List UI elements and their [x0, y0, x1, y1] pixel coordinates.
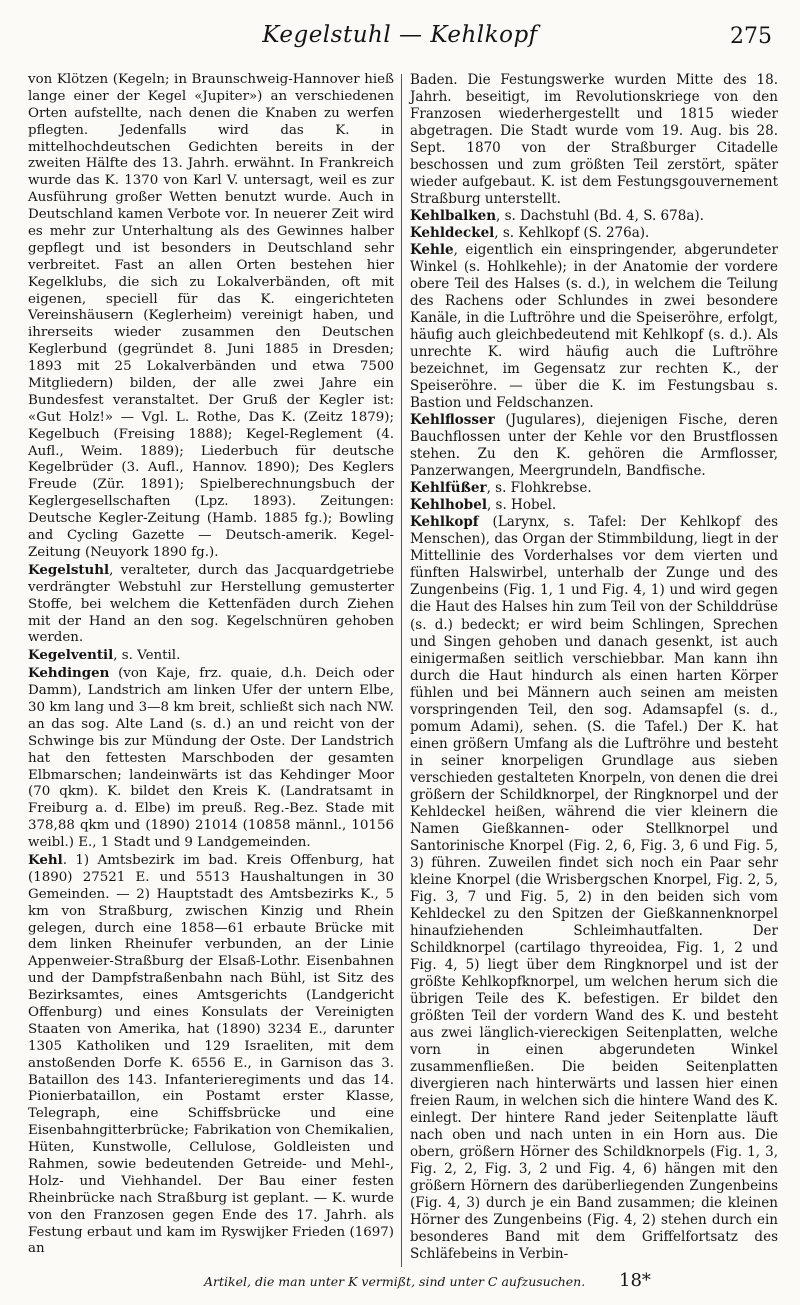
entry-headword: Kehldeckel — [410, 225, 495, 242]
entry-headword: Kehl — [28, 851, 63, 868]
entry-kehdingen — [28, 665, 394, 852]
entry-headword: Kehlflosser — [410, 412, 495, 429]
entry-headword: Kehle — [410, 242, 454, 259]
entry-kegelventil — [28, 647, 394, 665]
entry-kehl — [28, 852, 394, 1258]
page-header — [0, 22, 800, 62]
entry-text: von Klötzen (Kegeln; in Braunschweig-Hannover hieß lange einer der Kegel «Jupiter») an verschiedenen Orten aufstellte, nach denen die Knaben zu werfen pflegten. Jedenfalls wird das K. in mittelhochdeutschen Gedichten bereits in der zweiten Hälfte des 13. Jahrh. erwähnt. In Frankreich wurde das K. 1370 von Karl V. untersagt, weil es zur Ausführung großer Wetten benutzt wurde. Auch in Deutschland kamen Verbote vor. In neuerer Zeit wird es mehr zur Unterhaltung als des Gewinnes halber gepflegt und ist besonders in Deutschland sehr verbreitet. Fast an allen Orten bestehen hier Kegelklubs, die sich zu Lokalverbänden, oft mit eigenen, speciell für das K. eingerichteten Vereinshäusern (Keglerheim) vereinigt haben, und ihrerseits wieder zusammen den Deutschen Keglerbund (gegründet 8. Juni 1885 in Dresden; 1893 mit 25 Lokalverbänden und etwa 7500 Mitgliedern) bilden, der alle zwei Jahre ein Bundesfest veranstaltet. Der Gruß der Kegler ist: «Gut Holz!» — Vgl. L. Rothe, Das K. (Zeitz 1879); Kegelbuch (Freising 1888); Kegel-Reglement (4. Aufl., Weim. 1889); Liederbuch für deutsche Kegelbrüder (3. Aufl., Hannov. 1890); Des Keglers Freude (Zür. 1891); Spielberechnungsbuch der Keglergesellschaften (Lpz. 1893). Zeitungen: Deutsche Kegler-Zeitung (Hamb. 1885 fg.); Bowling and Cycling Gazette — Deutsch-amerik. Kegel-Zeitung (Neuyork 1890 fg.). — [28, 72, 394, 560]
entry-text: Baden. Die Festungswerke wurden Mitte des 18. Jahrh. beseitigt, im Revolutionskriege von den Franzosen wiederhergestellt und 1815 wieder abgetragen. Die Stadt wurde vom 19. Aug. bis 28. Sept. 1870 von der Straßburger Citadelle beschossen und zum größten Teil zerstört, später wieder aufgebaut. K. ist dem Festungsgouvernement Straßburg unterstellt. — [410, 72, 778, 208]
entry-headword: Kegelventil — [28, 647, 114, 664]
entry-continuation — [410, 72, 778, 208]
entry-kehle — [410, 242, 778, 412]
page-footer — [0, 1270, 800, 1292]
entry-text: , s. Flohkrebse. — [486, 480, 592, 497]
entry-text: , veralteter, durch das Jacquardgetriebe verdrängter Webstuhl zur Herstellung gemusterter Stoffe, bei welchem die Kettenfäden durch Ziehen mit der Hand an den sog. Kegelschnüren gehoben werden. — [28, 562, 394, 646]
right-column — [410, 72, 778, 1263]
entry-kehldeckel — [410, 225, 778, 242]
left-column — [28, 72, 394, 1258]
entry-headword: Kehlhobel — [410, 497, 487, 514]
entry-headword: Kehlfüßer — [410, 480, 487, 497]
entry-kehlbalken — [410, 208, 778, 225]
entry-headword: Kehlkopf — [410, 514, 479, 531]
entry-continuation — [28, 72, 394, 562]
entry-text: , eigentlich ein einspringender, abgerundeter Winkel (s. Hohlkehle); in der Anatomie der vordere obere Teil des Halses (s. d.), in welchem die Teilung des Rachens oder Schlundes in zwei besondere Kanäle, in die Luftröhre und die Speiseröhre, erfolgt, häufig auch gleichbedeutend mit Kehlkopf (s. d.). Als unrechte K. wird häufig auch die Luftröhre bezeichnet, im Gegensatz zur rechten K., der Speiseröhre. — über die K. im Festungsbau s. Bastion und Feldschanzen. — [410, 242, 778, 412]
entry-headword: Kehdingen — [28, 665, 110, 682]
footer-note: Artikel, die man unter K vermißt, sind unter C aufzusuchen. — [204, 1274, 586, 1289]
entry-headword: Kehlbalken — [410, 208, 497, 225]
column-divider — [401, 74, 402, 1267]
entry-kehlhobel — [410, 497, 778, 514]
printer-signature: 18* — [619, 1270, 651, 1291]
entry-headword: Kegelstuhl — [28, 561, 110, 578]
entry-text: , s. Kehlkopf (S. 276a). — [494, 225, 650, 242]
entry-text: (von Kaje, frz. quaie, d.h. Deich oder Damm), Landstrich am linken Ufer der untern Elbe, 30 km lang und 3—8 km breit, schließt sich nach NW. an das sog. Alte Land (s. d.) an und reicht von der Schwinge bis zur Mündung der Oste. Der Landstrich hat den fettesten Marschboden der gesamten Elbmarschen; landeinwärts ist das Kehdinger Moor (70 qkm). K. bildet den Kreis K. (Landratsamt in Freiburg a. d. Elbe) im preuß. Reg.-Bez. Stade mit 378,88 qkm und (1890) 21014 (10858 männl., 10156 weibl.) E., 1 Stadt und 9 Landgemeinden. — [28, 666, 394, 851]
entry-kehlfuesser — [410, 480, 778, 497]
entry-kegelstuhl — [28, 562, 394, 647]
entry-kehlflosser — [410, 412, 778, 480]
entry-kehlkopf — [410, 514, 778, 1263]
entry-text: (Larynx, s. Tafel: Der Kehlkopf des Menschen), das Organ der Stimmbildung, liegt in der Mittellinie des Vorderhalses vor dem vierten und fünften Halswirbel, unterhalb der Zunge und des Zungenbeins (Fig. 1, 1 und Fig. 4, 1) und wird gegen die Haut des Halses hin zum Teil von der Schilddrüse (s. d.) bedeckt; er wird beim Schlingen, Sprechen und Singen gehoben und danach gesenkt, ist auch einigermaßen seitlich verschiebbar. Man kann ihn durch die Haut hindurch als einen harten Körper fühlen und bei Männern auch seinen am meisten vorspringenden Teil, den sog. Adamsapfel (s. d., pomum Adami), sehen. (S. die Tafel.) Der K. hat einen größern Umfang als die Luftröhre und besteht in seiner knorpeligen Grundlage aus sieben verschieden gestalteten Knorpeln, von denen die drei größern der Schildknorpel, der Ringknorpel und der Kehldeckel heißen, während die vier kleinern die Namen Gießkannen- oder Stellknorpel und Santorinische Knorpel (Fig. 2, 6, Fig. 3, 6 und Fig. 5, 3) führen. Zuweilen findet sich noch ein Paar sehr kleine Knorpel (die Wrisbergschen Knorpel, Fig. 2, 5, Fig. 3, 7 und Fig. 5, 2) in den beiden sich vom Kehldeckel zu den Spitzen der Gießkannenknorpel hinaufziehenden Schleimhautfalten. Der Schildknorpel (cartilago thyreoidea, Fig. 1, 2 und Fig. 4, 5) liegt über dem Ringknorpel und ist der größte Kehlkopfknorpel, um welchen herum sich die übrigen Teile des K. befestigen. Er bildet den größten Teil der vordern Wand des K. und besteht aus zwei länglich-viereckigen Seitenplatten, welche vorn in einen abgerundeten Winkel zusammenfließen. Die beiden Seitenplatten divergieren nach hinterwärts und lassen hier einen freien Raum, in welchen sich die hintere Wand des K. einlegt. Der hintere Rand jeder Seitenplatte läuft nach oben und nach unten in ein Horn aus. Die obern, größern Hörner des Schildknorpels (Fig. 1, 3, Fig. 2, 2, Fig. 3, 2 und Fig. 4, 6) hängen mit den größern Hörnern des darüberliegenden Zungenbeins (Fig. 4, 3) durch je ein Band zusammen; die kleinen Hörner des Zungenbeins (Fig. 4, 2) stehen durch ein besonderes Band mit dem Griffelfortsatz des Schläfebeins in Verbin- — [410, 514, 778, 1263]
page-number: 275 — [730, 24, 772, 49]
entry-text: , s. Dachstuhl (Bd. 4, S. 678a). — [496, 208, 704, 225]
entry-text: , s. Ventil. — [113, 648, 181, 664]
entry-text: . 1) Amtsbezirk im bad. Kreis Offenburg, hat (1890) 27521 E. und 5513 Haushaltungen in 30 Gemeinden. — 2) Hauptstadt des Amtsbezirks K., 5 km von Straßburg, zwischen Kinzig und Rhein gelegen, durch eine 1858—61 erbaute Brücke mit dem linken Rheinufer verbunden, an der Linie Appenweier-Straßburg der Elsaß-Lothr. Eisenbahnen und der Dampfstraßenbahn nach Bühl, ist Sitz des Bezirksamtes, eines Amtsgerichts (Landgericht Offenburg) und eines Konsulats der Vereinigten Staaten von Amerika, hat (1890) 3234 E., darunter 1305 Katholiken und 129 Israeliten, mit dem anstoßenden Dorfe K. 6556 E., in Garnison das 3. Bataillon des 143. Infanterieregiments und das 14. Pionierbataillon, ein Postamt erster Klasse, Telegraph, eine Schiffsbrücke und eine Eisenbahngitterbrücke; Fabrikation von Chemikalien, Hüten, Kunstwolle, Cellulose, Goldleisten und Rahmen, sowie bedeutenden Getreide- und Mehl-, Holz- und Viehhandel. Der Bau einer festen Rheinbrücke nach Straßburg ist geplant. — K. wurde von den Franzosen gegen Ende des 17. Jahrh. als Festung erbaut und kam im Ryswijker Frieden (1697) an — [28, 852, 394, 1257]
running-head: Kegelstuhl — Kehlkopf — [262, 22, 538, 48]
entry-text: (Jugulares), diejenigen Fische, deren Bauchflossen unter der Kehle vor den Brustflossen stehen. Zu den K. gehören die Armflosser, Panzerwangen, Meergrundeln, Bandfische. — [410, 412, 778, 480]
entry-text: , s. Hobel. — [486, 497, 557, 514]
